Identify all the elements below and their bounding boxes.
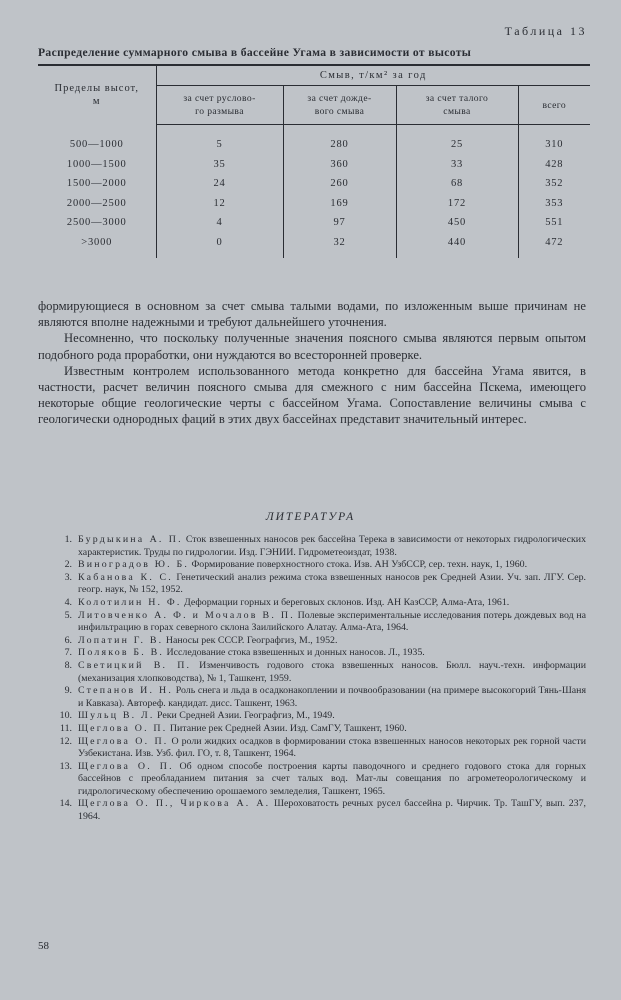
reference-author: Лопатин Г. В. xyxy=(78,634,164,646)
height-range-cell: 1000—1500 xyxy=(66,158,127,170)
table-caption: Распределение суммарного смыва в бассейне Угама в зависимости от высоты xyxy=(38,46,472,59)
total-cell: 551 xyxy=(518,213,590,233)
reference-item xyxy=(38,798,586,823)
channel-cell: 5 xyxy=(156,125,283,155)
channel-header-line1: за счет руслово- xyxy=(183,93,256,104)
reference-author: Литовченко А. Ф. и Мочалов В. П. xyxy=(78,609,295,621)
reference-text: Деформации горных и береговых склонов. Изд. АН КазССР, Алма-Ата, 1961. xyxy=(184,596,510,608)
rain-cell: 280 xyxy=(283,125,396,155)
table-row xyxy=(38,194,590,214)
reference-number: 1. xyxy=(64,534,72,545)
reference-number: 5. xyxy=(64,609,72,621)
paragraph: формирующиеся в основном за счет смыва талыми водами, по изложенным выше причинам не являются вполне надежными и требуют дальнейшего уточнения. xyxy=(38,299,586,330)
reference-author: Кабанова К. С. xyxy=(78,571,173,583)
channel-cell: 35 xyxy=(156,155,283,175)
reference-item xyxy=(38,610,586,635)
table-row xyxy=(38,233,590,259)
reference-item xyxy=(38,710,586,723)
total-cell: 352 xyxy=(518,174,590,194)
reference-author: Щеглова О. П. xyxy=(78,735,169,747)
reference-number: 9. xyxy=(64,685,72,697)
height-range-cell: 2500—3000 xyxy=(66,217,127,229)
reference-item xyxy=(38,559,586,572)
reference-text: Генетический анализ режима стока взвешенных наносов рек Средней Азии. Уч. зап. ЛГУ. Сер. геогр. наук, № 152, 1952. xyxy=(78,571,586,596)
reference-item xyxy=(38,761,586,799)
table-number: Таблица 13 xyxy=(504,24,587,38)
rain-cell: 260 xyxy=(283,174,396,194)
total-cell: 428 xyxy=(518,155,590,175)
table-row xyxy=(38,174,590,194)
reference-text: Изменчивость годового стока взвешенных наносов. Бюлл. науч.-техн. информации (механизация хлопководства), № 1, Ташкент, 1959. xyxy=(78,659,587,684)
reference-item xyxy=(38,660,586,685)
reference-number: 3. xyxy=(64,571,72,583)
reference-text: Сток взвешенных наносов рек бассейна Терека в зависимости от некоторых гидрологических характеристик. Труды по гидрологии. Изд. ГЭНИИ. Гидрометеоиздат, 1938. xyxy=(78,534,587,558)
paragraph: Известным контролем использованного метода конкретно для бассейна Угама явится, в частности, расчет величин поясного смыва для смежного с ним бассейна Пскема, имеющего некоторые общие геологические черты с бассейном Угама. Сопоставление величины смыва с геологически однородных фаций в этих двух бассейнах представит значительный интерес. xyxy=(38,363,586,427)
reference-number: 10. xyxy=(59,710,72,722)
reference-number: 7. xyxy=(64,647,72,659)
body-text xyxy=(38,298,586,428)
reference-author: Поляков Б. В. xyxy=(78,647,165,659)
reference-author: Щеглова О. П. xyxy=(78,760,174,772)
channel-header xyxy=(156,86,283,125)
channel-cell: 0 xyxy=(156,233,283,259)
reference-text: Питание рек Средней Азии. Изд. СамГУ, Ташкент, 1960. xyxy=(169,722,407,734)
reference-text: Наносы рек СССР. Географгиз, М., 1952. xyxy=(165,634,338,646)
rain-cell: 32 xyxy=(283,233,396,259)
channel-header-line2: го размыва xyxy=(195,106,244,117)
erosion-group-header: Смыв, т/км² за год xyxy=(156,65,590,86)
reference-number: 14. xyxy=(59,798,72,810)
reference-item xyxy=(38,723,586,736)
channel-cell: 4 xyxy=(156,213,283,233)
reference-text: Роль снега и льда в осадконакоплении и почвообразовании (на примере высокогорий Тянь-Шаня и Кавказа). Автореф. кандидат. дисс. Ташкент, 1963. xyxy=(78,685,586,709)
reference-item xyxy=(38,572,586,597)
reference-number: 8. xyxy=(64,659,72,671)
reference-item xyxy=(38,647,586,660)
total-cell: 472 xyxy=(518,233,590,259)
table-row xyxy=(38,125,590,155)
reference-text: Формирование поверхностного стока. Изв. АН УзбССР, сер. техн. наук, 1, 1960. xyxy=(191,559,528,571)
rain-cell: 169 xyxy=(283,194,396,214)
melt-header-line1: за счет талого xyxy=(425,93,489,104)
reference-author: Щеглова О. П., Чиркова А. А. xyxy=(78,798,271,810)
reference-number: 6. xyxy=(64,634,72,646)
reference-item xyxy=(38,597,586,610)
reference-number: 12. xyxy=(59,735,72,747)
reference-author: Шульц В. Л. xyxy=(78,710,155,722)
reference-number: 13. xyxy=(59,760,72,772)
total-cell: 353 xyxy=(518,194,590,214)
table-row xyxy=(38,213,590,233)
rain-header-line1: за счет дожде- xyxy=(307,93,372,104)
reference-text: О роли жидких осадков в формировании стока взвешенных наносов некоторых рек горной части Узбекистана. Изв. Узб. фил. ГО, т. 8, Ташкент, 1964. xyxy=(78,735,586,760)
erosion-table xyxy=(38,64,590,258)
height-range-cell: 1500—2000 xyxy=(66,178,127,190)
page-number: 58 xyxy=(38,940,49,952)
reference-text: Исследование стока взвешенных и донных наносов. Л., 1935. xyxy=(166,647,425,659)
channel-cell: 24 xyxy=(156,174,283,194)
heights-header xyxy=(38,65,156,125)
reference-author: Бурдыкина А. П. xyxy=(78,534,183,545)
rain-cell: 360 xyxy=(283,155,396,175)
reference-text: Об одном способе построения карты паводочного и среднего годового стока для горных бассейнов с преобладанием питания за счет талых вод. Мат-лы совещания по агрометеорологическому и гидрологическому обеспечению орошаемого земледелия, Ташкент, 1965. xyxy=(78,760,587,797)
melt-cell: 172 xyxy=(396,194,518,214)
reference-author: Степанов И. Н. xyxy=(78,685,174,697)
reference-author: Колотилин Н. Ф. xyxy=(78,596,182,608)
reference-list xyxy=(38,534,586,824)
melt-cell: 450 xyxy=(396,213,518,233)
melt-header-line2: смыва xyxy=(443,106,471,117)
rain-cell: 97 xyxy=(283,213,396,233)
height-range-cell: 500—1000 xyxy=(69,139,124,150)
height-range-cell: >3000 xyxy=(81,236,113,248)
reference-author: Светицкий В. П. xyxy=(78,659,192,671)
rain-header-line2: вого смыва xyxy=(314,106,365,117)
reference-number: 4. xyxy=(64,596,72,608)
height-range-cell: 2000—2500 xyxy=(66,197,127,209)
paragraph: Несомненно, что поскольку полученные значения поясного смыва являются первым опытом подобного рода проработки, они нуждаются во всесторонней проверке. xyxy=(38,331,586,362)
reference-text: Реки Средней Азии. Географгиз, М., 1949. xyxy=(157,710,335,722)
table-row xyxy=(38,155,590,175)
reference-author: Щеглова О. П. xyxy=(78,722,168,734)
melt-cell: 440 xyxy=(396,233,518,259)
reference-number: 11. xyxy=(60,722,72,734)
total-header: всего xyxy=(518,86,590,125)
melt-cell: 33 xyxy=(396,155,518,175)
rain-header xyxy=(283,86,396,125)
reference-item xyxy=(38,635,586,648)
reference-author: Виноградов Ю. Б. xyxy=(78,559,189,571)
melt-cell: 68 xyxy=(396,174,518,194)
reference-text: Полевые экспериментальные исследования потерь дождевых вод на инфильтрацию в горах северного склона Заилийского Алатау. Алма-Ата, 1964. xyxy=(78,609,586,634)
heights-header-line1: Пределы высот, xyxy=(54,83,139,95)
reference-text: Шероховатость речных русел бассейна р. Чирчик. Тр. ТашГУ, вып. 237, 1964. xyxy=(78,798,586,823)
literature-title: ЛИТЕРАТУРА xyxy=(265,511,356,523)
reference-item xyxy=(38,736,586,761)
reference-number: 2. xyxy=(64,559,72,571)
heights-header-line2: м xyxy=(92,96,101,108)
reference-item xyxy=(38,534,586,559)
channel-cell: 12 xyxy=(156,194,283,214)
melt-cell: 25 xyxy=(396,125,518,155)
melt-header xyxy=(396,86,518,125)
total-cell: 310 xyxy=(518,125,590,155)
reference-item xyxy=(38,685,586,710)
